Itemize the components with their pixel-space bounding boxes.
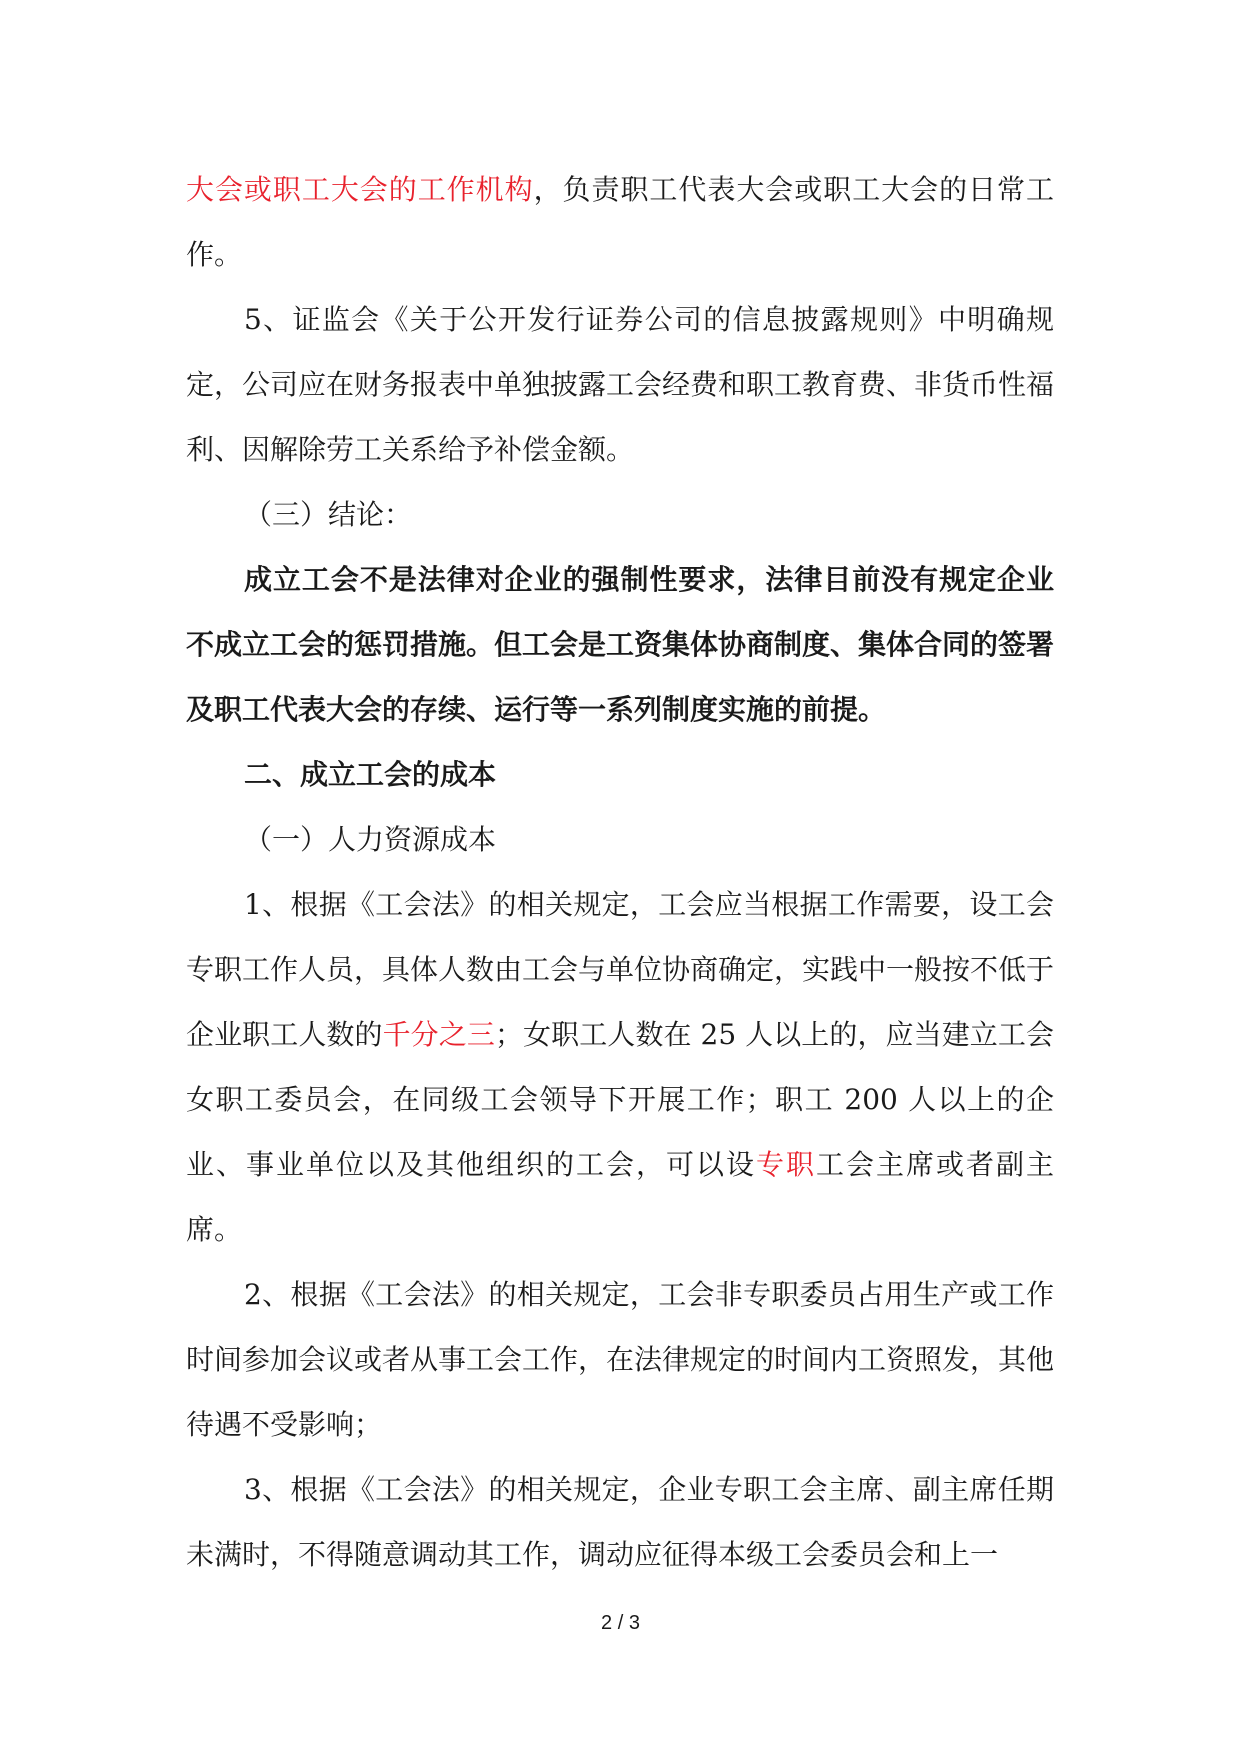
paragraph-text: 工会主席或者副主席。: [186, 1148, 1054, 1246]
paragraph-continuation: [186, 157, 1054, 287]
paragraph-item-5: [186, 287, 1054, 482]
paragraph-text: 3、根据《工会法》的相关规定，企业专职工会主席、副主席任期未满时，不得随意调动其工作，调动应征得本级工会委员会和上一: [186, 1473, 1054, 1571]
paragraph-item-3: [186, 1457, 1054, 1587]
paragraph-item-1: [186, 872, 1054, 1262]
heading-text: （三）结论：: [244, 498, 413, 531]
paragraph-text: ；女职工人数在 25 人以上的，应当建立工会女职工委员会，在同级工会领导下开展工作；职工 200 人以上的企业、事业单位以及其他组织的工会，可以设: [186, 1018, 1054, 1181]
paragraph-text: ，负责职工代表大会或职工大会的日常工作。: [186, 173, 1054, 271]
document-body: [186, 157, 1054, 1587]
red-highlight-text: 专职: [755, 1148, 816, 1181]
paragraph-text: 成立工会不是法律对企业的强制性要求，法律目前没有规定企业不成立工会的惩罚措施。但工会是工资集体协商制度、集体合同的签署及职工代表大会的存续、运行等一系列制度实施的前提。: [186, 563, 1055, 726]
heading-text: （一）人力资源成本: [244, 823, 497, 856]
paragraph-text: 1、根据《工会法》的相关规定，工会应当根据工作需要，设工会专职工作人员，具体人数由工会与单位协商确定，实践中一般按不低于企业职工人数的: [186, 888, 1055, 1051]
page-number: 2 / 3: [601, 1612, 640, 1634]
section-heading-conclusion: [186, 482, 1054, 547]
red-highlight-text: 千分之三: [382, 1018, 495, 1051]
paragraph-text: 5、证监会《关于公开发行证券公司的信息披露规则》中明确规定，公司应在财务报表中单独披露工会经费和职工教育费、非货币性福利、因解除劳工关系给予补偿金额。: [186, 303, 1055, 466]
conclusion-paragraph: [186, 547, 1054, 742]
subsection-heading-hr-cost: [186, 807, 1054, 872]
paragraph-item-2: [186, 1262, 1054, 1457]
section-heading-cost: [186, 742, 1054, 807]
paragraph-text: 2、根据《工会法》的相关规定，工会非专职委员占用生产或工作时间参加会议或者从事工会工作，在法律规定的时间内工资照发，其他待遇不受影响；: [186, 1278, 1055, 1441]
red-highlight-text: 大会或职工大会的工作机构: [186, 173, 534, 206]
heading-text: 二、成立工会的成本: [244, 758, 497, 791]
